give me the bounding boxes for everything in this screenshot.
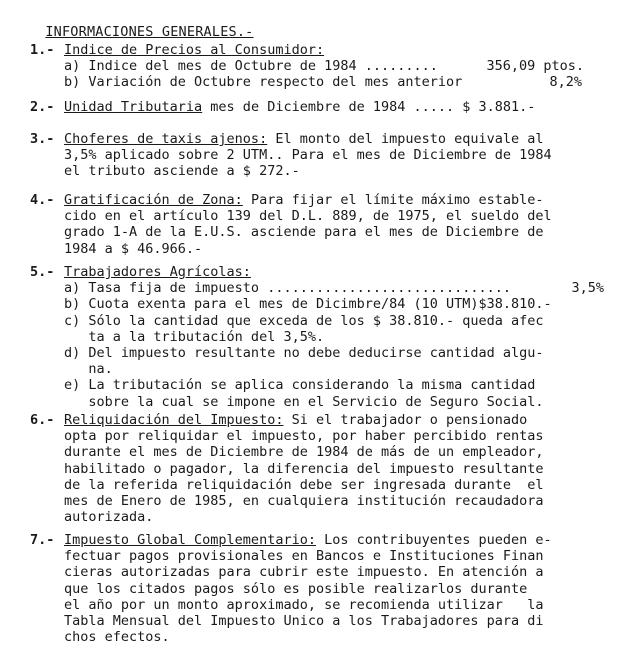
section-number: 2.- — [30, 99, 55, 115]
section-heading: Indice de Precios al Consumidor: — [64, 42, 325, 58]
item-e-cont: sobre la cual se impone en el Servicio de Seguro Social. — [64, 393, 544, 410]
item-c-cont: ta a la tributación del 3,5%. — [64, 328, 325, 345]
section-line: Tabla Mensual del Impuesto Unico a los Trabajadores para di — [64, 612, 544, 629]
section-body — [64, 42, 616, 91]
section-body — [64, 192, 616, 257]
section-text: Para fijar el límite máximo estable- — [242, 192, 544, 208]
item-a — [64, 58, 584, 74]
section-line: cieras autorizadas para cubrir este impuesto. En atención a — [64, 564, 544, 581]
section-line: habilitado o pagador, la diferencia del impuesto resultante — [64, 460, 544, 477]
item-label: a) Indice del mes de Octubre de 1984 ......... — [64, 58, 438, 75]
section-number: 7.- — [30, 532, 55, 548]
item-value: 8,2% — [549, 74, 582, 91]
item-label: a) Tasa fija de impuesto .............................. — [64, 280, 512, 297]
section-line: grado 1-A de la E.U.S. asciende para el mes de Diciembre de — [64, 224, 544, 241]
section-body — [64, 532, 616, 645]
section-body — [64, 131, 616, 180]
item-e: e) La tributación se aplica considerando la misma cantidad — [64, 377, 536, 394]
section-text: Si el trabajador o pensionado — [283, 412, 528, 428]
section-line: durante el mes de Diciembre de 1984 de más de un empleador, — [64, 444, 544, 461]
section-line: autorizada. — [64, 509, 154, 526]
section-line: chos efectos. — [64, 629, 170, 646]
section-line: 1984 a $ 46.966.- — [64, 240, 203, 257]
section-body — [64, 412, 616, 525]
section-heading: Trabajadores Agrícolas: — [64, 264, 251, 280]
section-heading: Impuesto Global Complementario: — [64, 532, 316, 548]
section-text: El monto del impuesto equivale al — [267, 131, 544, 147]
section-text: mes de Diciembre de 1984 ..... $ 3.881.- — [202, 99, 536, 115]
section-line: el tributo asciende a $ 272.- — [64, 163, 300, 180]
item-value: 3,5% — [571, 280, 604, 297]
item-d-cont: na. — [64, 361, 113, 378]
section-number: 1.- — [30, 42, 55, 58]
item-b — [64, 74, 582, 90]
item-value: 356,09 ptos. — [486, 58, 584, 75]
section-line: de la referida reliquidación debe ser ingresada durante el — [64, 476, 544, 493]
section-heading: Unidad Tributaria — [64, 99, 203, 115]
section-line: que los citados pagos sólo es posible realizarlos durante — [64, 580, 528, 597]
section-heading: Gratificación de Zona: — [64, 192, 243, 208]
title-text: INFORMACIONES GENERALES.- — [45, 24, 254, 40]
section-text: Los contribuyentes pueden e- — [315, 532, 552, 548]
section-line: cido en el artículo 139 del D.L. 889, de 1975, el sueldo del — [64, 208, 552, 225]
section-heading: Reliquidación del Impuesto: — [64, 412, 284, 428]
section-number: 4.- — [30, 192, 55, 208]
section-number: 5.- — [30, 264, 55, 280]
section-body — [64, 264, 616, 410]
section-line: fectuar pagos provisionales en Bancos e Instituciones Finan — [64, 548, 544, 565]
section-line: opta por reliquidar el impuesto, por haber percibido rentas — [64, 428, 544, 445]
section-body — [64, 99, 616, 115]
item-c: c) Sólo la cantidad que exceda de los $ 38.810.- queda afec — [64, 312, 544, 329]
section-line: el año por un monto aproximado, se recomienda utilizar la — [64, 596, 544, 613]
section-line: 3,5% aplicado sobre 2 UTM.. Para el mes de Diciembre de 1984 — [64, 147, 552, 164]
item-b: b) Cuota exenta para el mes de Dicimbre/84 (10 UTM)$38.810.- — [64, 296, 552, 313]
section-number: 3.- — [30, 131, 55, 147]
item-a — [64, 280, 604, 296]
section-line: mes de Enero de 1985, en cualquiera institución recaudadora — [64, 492, 544, 509]
item-d: d) Del impuesto resultante no debe deducirse cantidad algu- — [64, 344, 544, 361]
section-number: 6.- — [30, 412, 55, 428]
section-heading: Choferes de taxis ajenos: — [64, 131, 268, 147]
item-label: b) Variación de Octubre respecto del mes anterior — [64, 74, 463, 91]
